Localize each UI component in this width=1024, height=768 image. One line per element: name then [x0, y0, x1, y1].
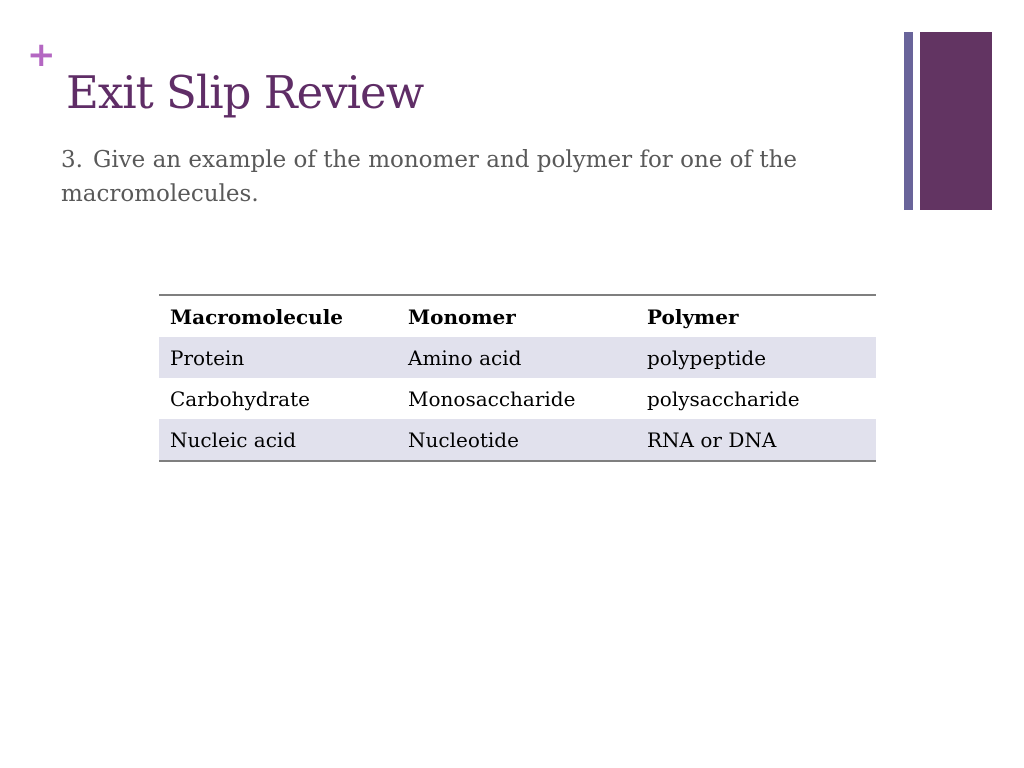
cell-polymer: RNA or DNA: [647, 427, 777, 452]
cell-polymer: polysaccharide: [647, 386, 800, 411]
decorative-thick-bar: [920, 32, 992, 210]
question-body: Give an example of the monomer and polymer for one of the macromolecules.: [61, 147, 798, 207]
header-macromolecule: Macromolecule: [170, 304, 344, 329]
slide-title: Exit Slip Review: [66, 66, 424, 119]
cell-macromolecule: Protein: [170, 345, 245, 370]
decorative-thin-bar: [904, 32, 913, 210]
cell-monomer: Amino acid: [408, 345, 522, 370]
cell-monomer: Monosaccharide: [408, 386, 576, 411]
cell-polymer: polypeptide: [647, 345, 767, 370]
header-monomer: Monomer: [408, 304, 516, 329]
question-number: 3.: [61, 147, 83, 173]
macromolecule-table: [159, 294, 876, 462]
table-header-row: [159, 295, 876, 337]
table-row: [159, 419, 876, 461]
question-text: [61, 143, 901, 211]
table-row: [159, 337, 876, 378]
cell-macromolecule: Carbohydrate: [170, 386, 310, 411]
table-row: [159, 378, 876, 419]
header-polymer: Polymer: [647, 304, 739, 329]
cell-macromolecule: Nucleic acid: [170, 427, 297, 452]
cell-monomer: Nucleotide: [408, 427, 519, 452]
plus-icon: +: [27, 35, 56, 75]
